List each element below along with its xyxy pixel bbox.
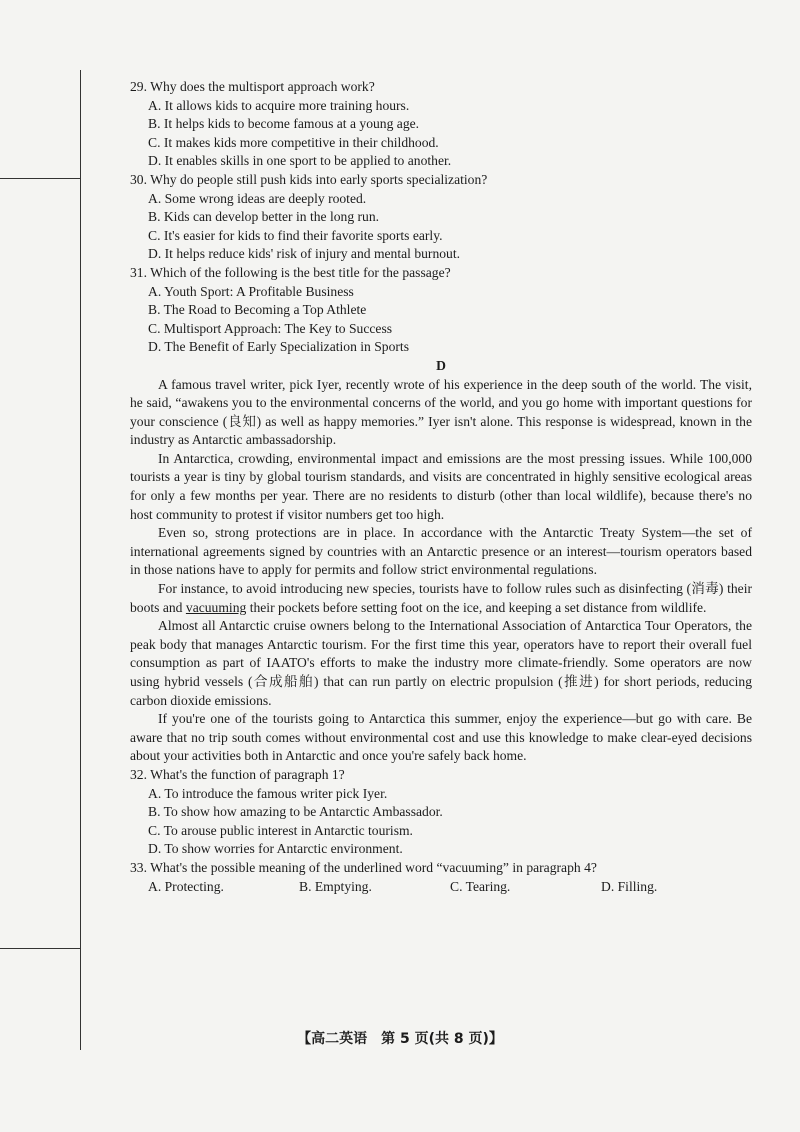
q33-option-c: C. Tearing. (450, 878, 511, 894)
question-33: 33. What's the possible meaning of the underlined word “vacuuming” in paragraph 4? (130, 859, 597, 875)
page-content (130, 78, 752, 896)
q29-option-b: B. It helps kids to become famous at a young age. (148, 116, 420, 132)
q29-option-a: A. It allows kids to acquire more training hours. (148, 97, 410, 113)
q29-option-c: C. It makes kids more competitive in their childhood. (148, 134, 439, 150)
section-d-title: D (436, 357, 446, 373)
q30-option-d: D. It helps reduce kids' risk of injury and mental burnout. (148, 246, 461, 262)
binding-line (80, 70, 81, 1050)
passage-paragraph-5: Almost all Antarctic cruise owners belong to the International Association of Antarctica Tour Operators, the peak body that manages Antarctic tourism. For the first time this year, operators have to report their overall fuel consumption as part of IAATO's efforts to make the industry more climate-friendly. Some operators are now using hybrid vessels (合成船舶) that can run partly on electric propulsion (推进) for short periods, reducing carbon dioxide emissions. (130, 618, 752, 708)
q31-option-d: D. The Benefit of Early Specialization in Sports (148, 339, 409, 355)
passage-paragraph-2: In Antarctica, crowding, environmental impact and emissions are the most pressing issues. While 100,000 tourists a year is tiny by global tourism standards, and visits are concentrated in highly sensitive ecological areas for only a few months per year. There are no residents to disturb (other than local wildlife), because there's no host community to protest if visitor numbers get too high. (130, 450, 752, 522)
q32-option-c: C. To arouse public interest in Antarctic tourism. (148, 822, 413, 838)
question-30: 30. Why do people still push kids into early sports specialization? (130, 171, 488, 187)
margin-tick (0, 178, 80, 179)
q33-option-b: B. Emptying. (299, 878, 372, 894)
question-32: 32. What's the function of paragraph 1? (130, 766, 345, 782)
margin-tick (0, 948, 80, 949)
q30-option-b: B. Kids can develop better in the long run. (148, 209, 380, 225)
q30-option-c: C. It's easier for kids to find their favorite sports early. (148, 227, 443, 243)
q29-option-d: D. It enables skills in one sport to be applied to another. (148, 153, 452, 169)
passage-paragraph-3: Even so, strong protections are in place. In accordance with the Antarctic Treaty System—the set of international agreements signed by countries with an Antarctic presence or an interest—tourism operators based in those nations have to apply for permits and follow strict environmental regulations. (130, 525, 752, 578)
q31-option-a: A. Youth Sport: A Profitable Business (148, 283, 354, 299)
underlined-word-vacuuming: vacuuming (185, 599, 247, 615)
passage-paragraph-1: A famous travel writer, pick Iyer, recently wrote of his experience in the deep south of the world. The visit, he said, “awakens you to the environmental concerns of the world, and you go home with important questions for your conscience (良知) as well as happy memories.” Iyer isn't alone. This response is widespread, known in the industry as Antarctic ambassadorship. (130, 376, 752, 448)
q33-options (130, 878, 752, 897)
q32-option-b: B. To show how amazing to be Antarctic Ambassador. (148, 804, 443, 820)
question-29: 29. Why does the multisport approach work? (130, 79, 375, 94)
q31-option-b: B. The Road to Becoming a Top Athlete (148, 302, 367, 318)
q30-option-a: A. Some wrong ideas are deeply rooted. (148, 190, 367, 206)
question-31: 31. Which of the following is the best title for the passage? (130, 264, 451, 280)
q32-option-a: A. To introduce the famous writer pick Iyer. (148, 785, 388, 801)
q32-option-d: D. To show worries for Antarctic environment. (148, 841, 403, 857)
q33-option-d: D. Filling. (601, 878, 658, 894)
passage-paragraph-6: If you're one of the tourists going to Antarctica this summer, enjoy the experience—but go with care. Be aware that no trip south comes without environmental cost and use this knowledge to make clear-eyed decisions about your activities both in Antarctic and once you're safely back home. (130, 711, 752, 764)
q31-option-c: C. Multisport Approach: The Key to Success (148, 320, 393, 336)
passage-paragraph-4 (130, 580, 752, 617)
page-footer: 【高二英语 第 5 页(共 8 页)】 (297, 1031, 503, 1047)
q33-option-a: A. Protecting. (148, 878, 224, 894)
p4-text-before: For instance, to avoid introducing new species, tourists have to follow rules such as disinfecting (消毒) their boots and (130, 581, 752, 615)
p4-text-after: their pockets before setting foot on the ice, and keeping a set distance from wildlife. (246, 599, 707, 615)
